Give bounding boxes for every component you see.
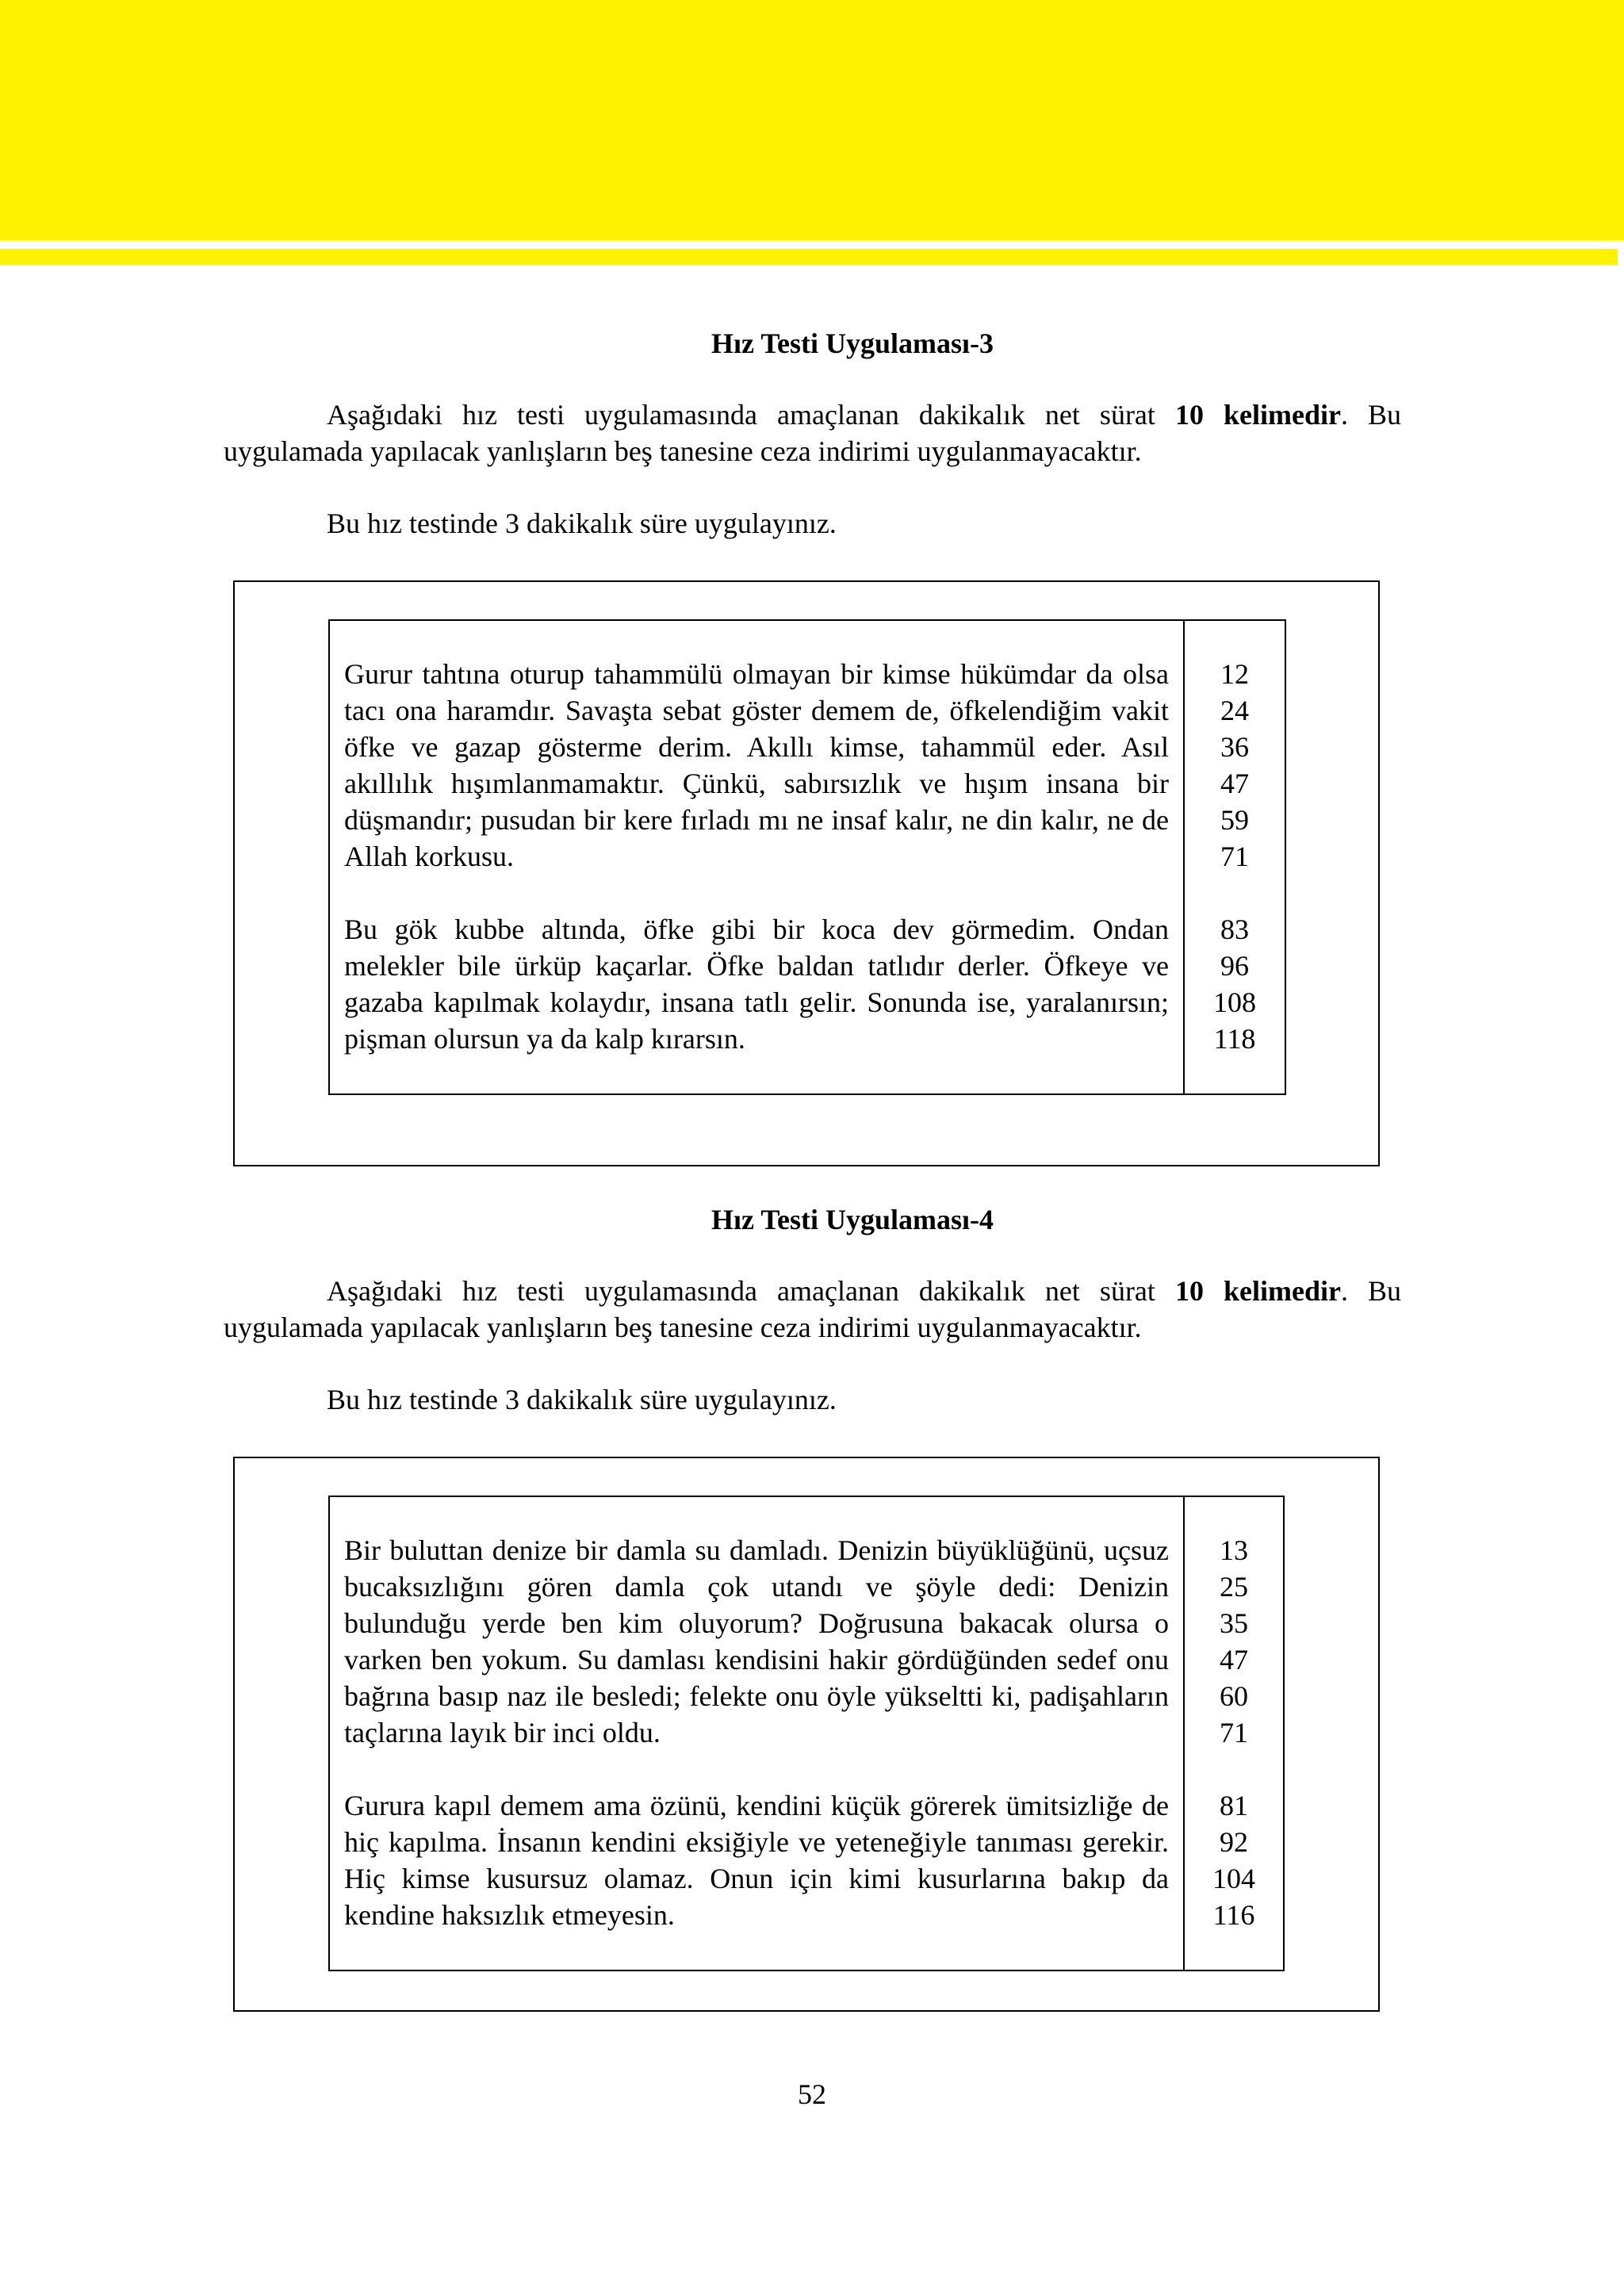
section-title: Hız Testi Uygulaması-3: [710, 327, 994, 359]
yellow-header-stripe: [0, 249, 1618, 265]
word-count: 47: [1220, 1644, 1248, 1676]
section-instruction: Bu hız testinde 3 dakikalık süre uygulayınız.: [327, 1384, 837, 1415]
passage-paragraph: Gurura kapıl demem ama özünü, kendini küçük görerek ümitsizliğe de hiç kapılma. İnsanın kendini eksiğiyle ve yeteneğiyle tanıması gerekir. Hiç kimse kusursuz olamaz. Onun için kimi kusurlarına bakıp da kendine haksızlık etmeyesin.: [344, 1790, 1169, 1931]
word-count: 13: [1220, 1534, 1248, 1566]
yellow-header-band: [0, 0, 1624, 240]
section-title: Hız Testi Uygulaması-4: [710, 1204, 994, 1235]
word-count: 118: [1213, 1023, 1256, 1055]
passage-text-column: [330, 1497, 1185, 1970]
word-count: 83: [1220, 913, 1249, 945]
word-count: 104: [1212, 1863, 1255, 1894]
word-count: 25: [1220, 1571, 1248, 1603]
word-count: 92: [1220, 1826, 1248, 1858]
word-count: 96: [1220, 950, 1249, 982]
word-count: 116: [1212, 1899, 1255, 1931]
page-number: 52: [798, 2078, 826, 2110]
intro-text: Aşağıdaki hız testi uygulamasında amaçlanan dakikalık net sürat: [327, 1275, 1175, 1307]
intro-target-speed: 10 kelimedir: [1174, 399, 1341, 431]
word-count: 71: [1220, 1717, 1248, 1748]
reading-frame: [233, 1457, 1380, 2012]
word-count: 71: [1220, 841, 1249, 872]
reading-frame: [233, 580, 1380, 1166]
word-count: 59: [1220, 804, 1249, 836]
word-count-column: [1185, 1497, 1283, 1970]
passage-paragraph: Bu gök kubbe altında, öfke gibi bir koca dev görmedim. Ondan melekler bile ürküp kaçarlar. Öfke baldan tatlıdır derler. Öfkeye ve gazaba kapılmak kolaydır, insana tatlı gelir. Sonunda ise, yaralanırsın; pişman olursun ya da kalp kırarsın.: [344, 913, 1169, 1055]
word-count: 81: [1220, 1790, 1248, 1821]
section-intro: [224, 1273, 1401, 1346]
word-count: 24: [1220, 695, 1249, 726]
passage-paragraph: Gurur tahtına oturup tahammülü olmayan bir kimse hükümdar da olsa tacı ona haramdır. Savaşta sebat göster demem de, öfkelendiğim vakit öfke ve gazap gösterme derim. Akıllı kimse, tahammül eder. Asıl akıllılık hışımlanmamaktır. Çünkü, sabırsızlık ve hışım insana bir düşmandır; pusudan bir kere fırladı mı ne insaf kalır, ne din kalır, ne de Allah korkusu.: [344, 658, 1169, 872]
word-count: 60: [1220, 1680, 1248, 1712]
word-count: 35: [1220, 1607, 1248, 1639]
word-count: 36: [1220, 731, 1249, 763]
reading-passage-box: [328, 1496, 1285, 1971]
passage-text-column: [330, 621, 1185, 1093]
word-count: 47: [1220, 768, 1249, 799]
intro-text: Aşağıdaki hız testi uygulamasında amaçlanan dakikalık net sürat: [327, 399, 1175, 431]
word-count: 108: [1213, 986, 1256, 1018]
word-count-column: [1185, 621, 1285, 1093]
intro-text-end: . Bu uygulamada yapılacak yanlışların beş tanesine ceza indirimi uygulanmayacaktır.: [224, 1275, 1402, 1343]
passage-paragraph: Bir buluttan denize bir damla su damladı. Denizin büyüklüğünü, uçsuz bucaksızlığını gören damla çok utandı ve şöyle dedi: Denizin bulunduğu yerde ben kim oluyorum? Doğrusuna bakacak olursa o varken ben yokum. Su damlası kendisini hakir gördüğünden sedef onu bağrına basıp naz ile besledi; felekte onu öyle yükseltti ki, padişahların taçlarına layık bir inci oldu.: [344, 1534, 1169, 1748]
section-instruction: Bu hız testinde 3 dakikalık süre uygulayınız.: [327, 507, 837, 539]
intro-target-speed: 10 kelimedir: [1174, 1275, 1341, 1307]
word-count: 12: [1220, 658, 1249, 690]
reading-passage-box: [328, 619, 1286, 1095]
section-intro: [224, 396, 1401, 469]
intro-text-end: . Bu uygulamada yapılacak yanlışların beş tanesine ceza indirimi uygulanmayacaktır.: [224, 399, 1402, 467]
